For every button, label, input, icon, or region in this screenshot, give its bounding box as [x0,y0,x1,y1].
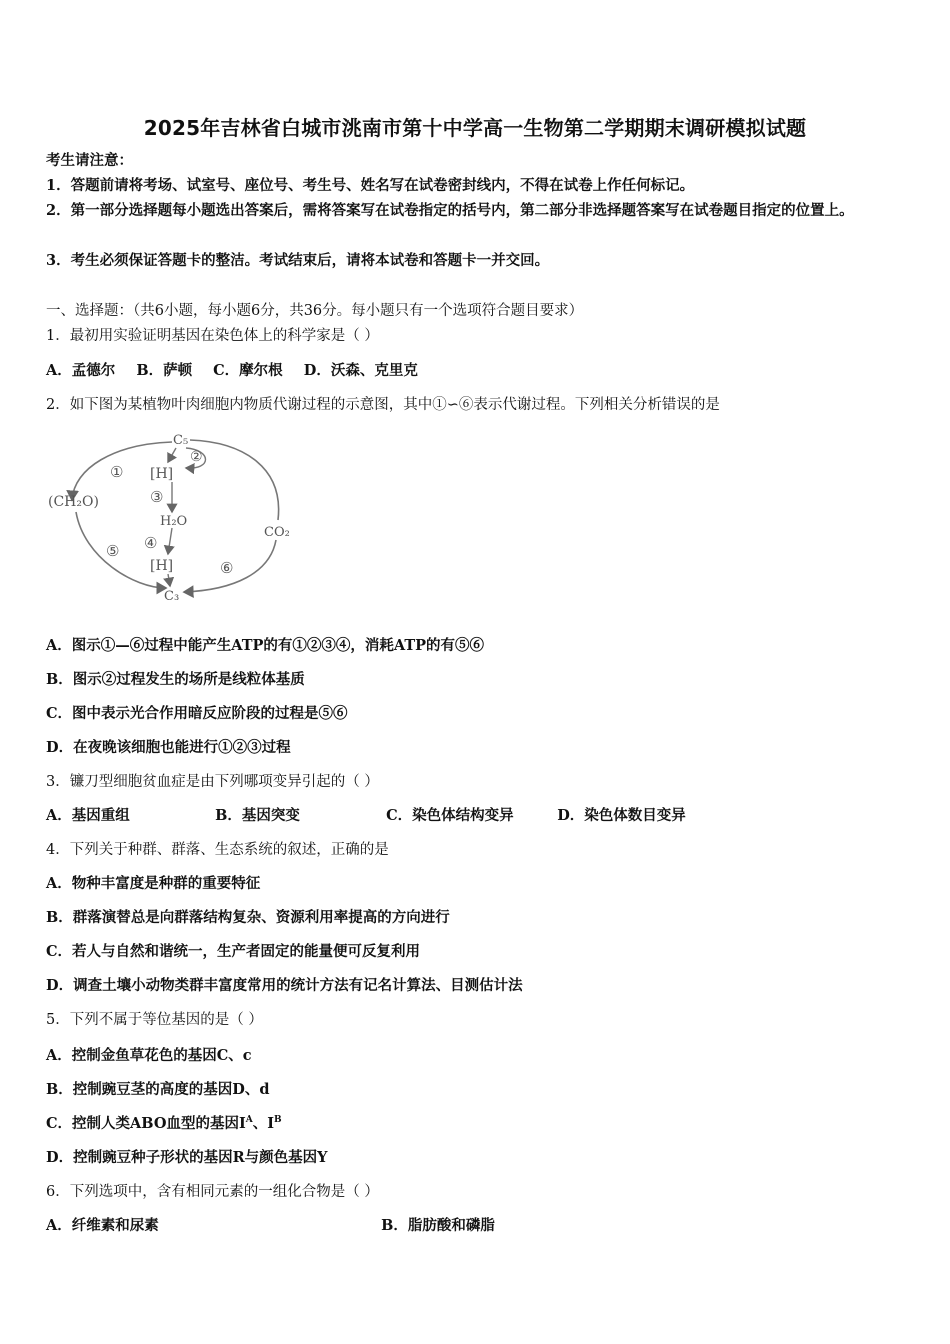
cycle-path-top-right [190,440,279,520]
q6-option-a[interactable]: A．纤维素和尿素 [46,1217,159,1234]
label-step-6: ⑥ [220,559,234,577]
label-c5: C₅ [173,433,189,448]
question-5-stem: 5．下列不属于等位基因的是（ ） [46,1012,263,1028]
q3-option-c[interactable]: C．染色体结构变异 [386,807,514,824]
q5-option-a[interactable]: A．控制金鱼草花色的基因C、c [46,1047,252,1064]
q4-option-c[interactable]: C．若人与自然和谐统一，生产者固定的能量便可反复利用 [46,943,421,960]
arrow-h-to-c3 [168,574,170,586]
q1-option-c[interactable]: C．摩尔根 [213,362,283,379]
metabolism-diagram [44,428,304,608]
q4-option-d[interactable]: D．调查土壤小动物类群丰富度常用的统计方法有记名计算法、目测估计法 [46,977,523,994]
label-step-4: ④ [144,534,158,552]
q2-option-c[interactable]: C．图中表示光合作用暗反应阶段的过程是⑤⑥ [46,705,348,722]
notice-item-1: 1．答题前请将考场、试室号、座位号、考生号、姓名写在试卷密封线内，不得在试卷上作任何标记。 [46,177,695,194]
label-step-1: ① [110,463,124,481]
question-3-stem: 3．镰刀型细胞贫血症是由下列哪项变异引起的（ ） [46,774,379,790]
label-co2: CO₂ [264,525,290,540]
q4-option-b[interactable]: B．群落演替总是向群落结构复杂、资源利用率提高的方向进行 [46,909,450,926]
q4-option-a[interactable]: A．物种丰富度是种群的重要特征 [46,875,261,892]
arrow-h2o-to-h [168,528,172,554]
q5-option-c-sup-b: B [274,1115,282,1126]
question-1-options [46,361,418,381]
q2-option-a[interactable]: A．图示①—⑥过程中能产生ATP的有①②③④，消耗ATP的有⑤⑥ [46,637,485,654]
q6-option-b[interactable]: B．脂肪酸和磷脂 [381,1217,495,1234]
notice-item-3: 3．考生必须保证答题卡的整洁。考试结束后，请将本试卷和答题卡一并交回。 [46,252,550,269]
q5-option-c-sup-a: A [245,1115,253,1126]
question-3-options [46,806,686,826]
question-6-stem: 6．下列选项中，含有相同元素的一组化合物是（ ） [46,1184,379,1200]
page-title: 2025年吉林省白城市洮南市第十中学高一生物第二学期期末调研模拟试题 [143,116,807,140]
q5-option-d[interactable]: D．控制豌豆种子形状的基因R与颜色基因Y [46,1149,328,1166]
q3-option-a[interactable]: A．基因重组 [46,807,130,824]
q2-option-b[interactable]: B．图示②过程发生的场所是线粒体基质 [46,671,305,688]
section-heading: 一、选择题：（共6小题，每小题6分，共36分。每小题只有一个选项符合题目要求） [46,303,584,319]
q5-option-c-mid: 、I [252,1115,275,1132]
notice-heading: 考生请注意： [46,152,133,169]
label-h-bottom: [H] [150,558,174,574]
label-step-3: ③ [150,488,164,506]
q5-option-b[interactable]: B．控制豌豆茎的高度的基因D、d [46,1081,270,1098]
label-step-5: ⑤ [106,542,120,560]
question-1-stem: 1．最初用实验证明基因在染色体上的科学家是（ ） [46,328,379,344]
label-ch2o: (CH₂O) [48,494,99,510]
notice-item-2: 2．第一部分选择题每小题选出答案后，需将答案写在试卷指定的括号内，第二部分非选择题答案写在试卷题目指定的位置上。 [46,202,854,219]
q3-option-b[interactable]: B．基因突变 [215,807,300,824]
question-2-stem: 2．如下图为某植物叶肉细胞内物质代谢过程的示意图，其中①∽⑥表示代谢过程。下列相关分析错误的是 [46,397,720,413]
question-6-options [46,1216,495,1236]
q5-option-c-prefix: C．控制人类ABO血型的基因I [46,1115,246,1132]
q3-option-d[interactable]: D．染色体数目变异 [557,807,686,824]
label-h-top: [H] [150,466,174,482]
label-h2o: H₂O [160,514,188,529]
label-c3: C₃ [164,589,180,604]
q5-option-c[interactable] [46,1114,282,1134]
arrow-c5-to-h [168,448,176,462]
q1-option-a[interactable]: A．孟德尔 [46,362,116,379]
q1-option-b[interactable]: B．萨顿 [136,362,193,379]
question-4-stem: 4．下列关于种群、群落、生态系统的叙述，正确的是 [46,842,389,858]
label-step-2: ② [190,449,203,465]
q2-option-d[interactable]: D．在夜晚该细胞也能进行①②③过程 [46,739,291,756]
q1-option-d[interactable]: D．沃森、克里克 [303,362,418,379]
